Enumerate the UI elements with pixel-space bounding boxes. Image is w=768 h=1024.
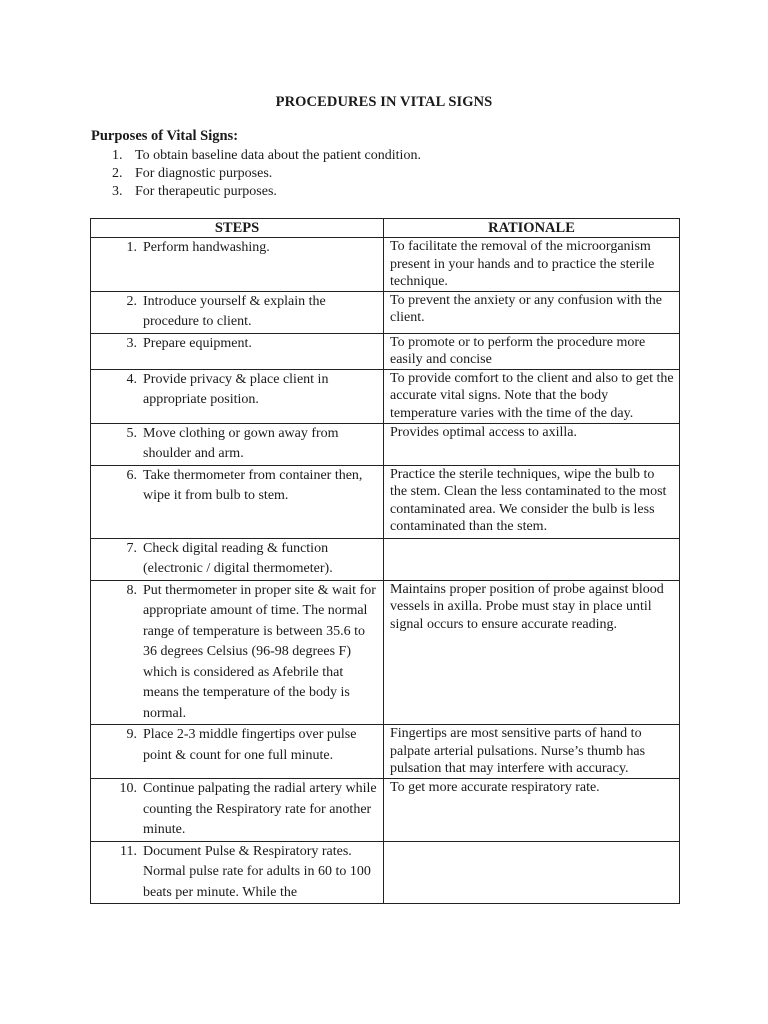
list-item: [112, 165, 421, 183]
step-text: Perform handwashing.: [143, 240, 270, 255]
step-text: Provide privacy & place client in appropriate position.: [143, 371, 329, 407]
table-row: [91, 465, 680, 538]
table-row: [91, 333, 680, 369]
list-item: [112, 147, 421, 165]
step-cell: [91, 580, 384, 725]
step-number: 7.: [126, 540, 137, 556]
step-text: Put thermometer in proper site & wait for appropriate amount of time. The normal range of temperature is between 35.6 to 36 degrees Celsius (96-98 degrees F) which is considered as Afebrile that means the temperature of the body is normal.: [143, 582, 376, 721]
table-row: [91, 291, 680, 333]
rationale-cell: [384, 369, 680, 423]
table-row: [91, 779, 680, 842]
procedure-table: [90, 218, 680, 904]
rationale-text: To promote or to perform the procedure more easily and concise: [390, 334, 646, 367]
step-cell: [91, 779, 384, 842]
step-number: 5.: [126, 425, 137, 441]
rationale-cell: [384, 291, 680, 333]
rationale-cell: [384, 465, 680, 538]
step-number: 8.: [126, 582, 137, 598]
purposes-list: [112, 147, 421, 201]
step-number: 9.: [126, 727, 137, 742]
table-row: [91, 369, 680, 423]
step-text: Document Pulse & Respiratory rates. Normal pulse rate for adults in 60 to 100 beats per minute. While the: [143, 843, 371, 900]
step-cell: [91, 423, 384, 465]
list-item: [112, 183, 421, 201]
step-text: Check digital reading & function (electronic / digital thermometer).: [143, 540, 333, 576]
steps-column-header: STEPS: [91, 219, 384, 238]
step-cell: [91, 369, 384, 423]
rationale-text: To facilitate the removal of the microorganism present in your hands and to practice the sterile technique.: [390, 239, 655, 289]
step-text: Introduce yourself & explain the procedure to client.: [143, 293, 326, 329]
step-cell: [91, 333, 384, 369]
rationale-cell: [384, 580, 680, 725]
step-number: 11.: [120, 843, 137, 859]
rationale-cell: [384, 423, 680, 465]
rationale-cell: [384, 725, 680, 779]
rationale-cell: [384, 779, 680, 842]
table-row: [91, 538, 680, 580]
rationale-column-header: RATIONALE: [384, 219, 680, 238]
rationale-text: Practice the sterile techniques, wipe the bulb to the stem. Clean the less contaminated to the most contaminated area. We consider the bulb is less contaminated than the stem.: [390, 466, 667, 534]
step-number: 2.: [126, 293, 137, 309]
step-number: 1.: [126, 240, 137, 255]
step-number: 4.: [126, 371, 137, 387]
list-text: For therapeutic purposes.: [135, 184, 277, 199]
rationale-text: Fingertips are most sensitive parts of hand to palpate arterial pulsations. Nurse’s thumb has pulsation that may interfere with accuracy.: [390, 726, 646, 776]
list-number: 1.: [112, 148, 123, 163]
step-number: 10.: [119, 781, 137, 796]
step-text: Continue palpating the radial artery while counting the Respiratory rate for another minute.: [143, 781, 377, 837]
list-number: 2.: [112, 166, 123, 181]
table-header-row: [91, 219, 680, 238]
list-text: For diagnostic purposes.: [135, 166, 273, 181]
rationale-cell: [384, 841, 680, 904]
rationale-text: To prevent the anxiety or any confusion with the client.: [390, 292, 662, 325]
page-title: PROCEDURES IN VITAL SIGNS: [275, 94, 493, 110]
step-number: 6.: [126, 467, 137, 483]
step-cell: [91, 725, 384, 779]
rationale-text: Provides optimal access to axilla.: [390, 424, 578, 440]
table-row: [91, 841, 680, 904]
step-cell: [91, 841, 384, 904]
list-number: 3.: [112, 184, 123, 199]
step-cell: [91, 238, 384, 292]
list-text: To obtain baseline data about the patient condition.: [135, 148, 421, 163]
step-text: Prepare equipment.: [143, 335, 252, 351]
rationale-text: Maintains proper position of probe against blood vessels in axilla. Probe must stay in place until signal occurs to ensure accurate reading.: [390, 581, 664, 632]
table-row: [91, 725, 680, 779]
rationale-text: To get more accurate respiratory rate.: [390, 780, 600, 795]
step-text: Move clothing or gown away from shoulder and arm.: [143, 425, 339, 461]
step-cell: [91, 465, 384, 538]
step-number: 3.: [126, 335, 137, 351]
step-text: Place 2-3 middle fingertips over pulse point & count for one full minute.: [143, 727, 357, 763]
rationale-cell: [384, 238, 680, 292]
table-row: [91, 238, 680, 292]
rationale-cell: [384, 538, 680, 580]
step-text: Take thermometer from container then, wipe it from bulb to stem.: [143, 467, 363, 503]
step-cell: [91, 291, 384, 333]
rationale-cell: [384, 333, 680, 369]
table-row: [91, 580, 680, 725]
rationale-text: To provide comfort to the client and also to get the accurate vital signs. Note that the body temperature varies with the time of the day.: [390, 370, 674, 421]
purposes-heading: Purposes of Vital Signs:: [91, 128, 239, 144]
table-row: [91, 423, 680, 465]
step-cell: [91, 538, 384, 580]
